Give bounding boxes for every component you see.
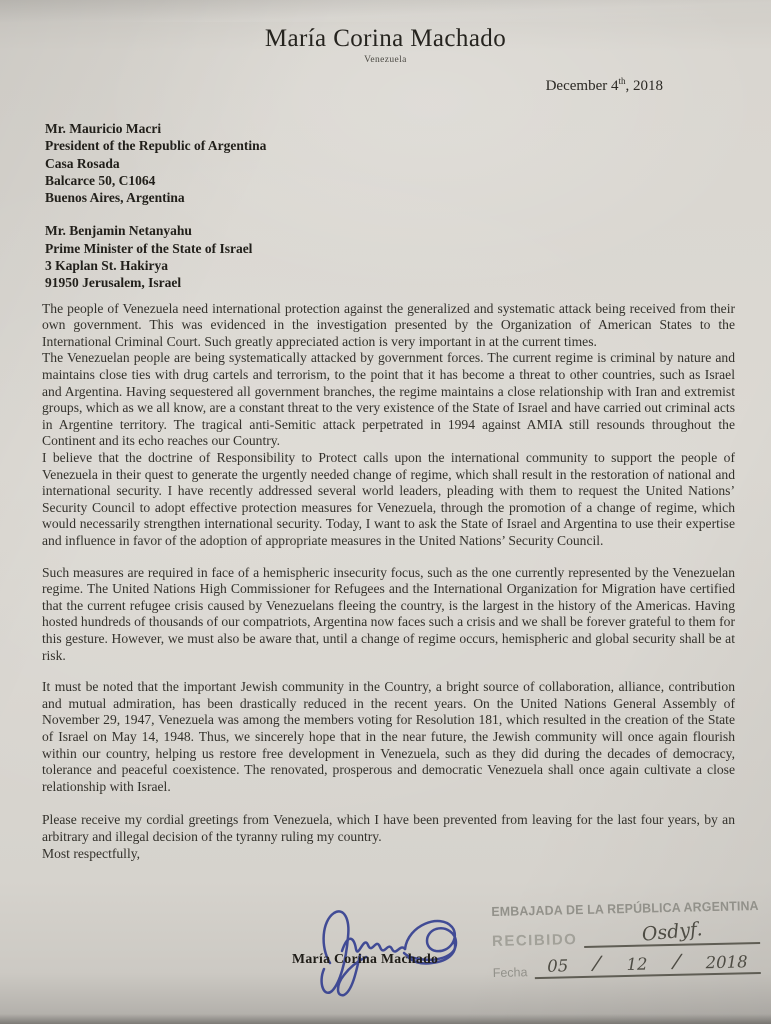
- recipient-block-macri: [45, 120, 771, 206]
- recipient-line: Mr. Benjamin Netanyahu: [45, 223, 192, 239]
- stamp-date-row: [492, 947, 761, 980]
- letterhead: [0, 0, 771, 65]
- date-main: December 4: [545, 78, 619, 94]
- stamp-received-label: RECIBIDO: [491, 931, 578, 951]
- recipient-line: 3 Kaplan St. Hakirya: [45, 258, 169, 274]
- body-paragraph: Please receive my cordial greetings from Venezuela, which I have been prevented from leaving for the last four years, by an arbitrary and illegal decision of the tyranny ruling my country.: [42, 812, 735, 844]
- signature-typed-name: María Corina Machado: [292, 951, 439, 966]
- stamp-received-value: Osdyf.: [640, 918, 704, 946]
- recipient-line: Prime Minister of the State of Israel: [45, 240, 253, 256]
- body-paragraph: Such measures are required in face of a hemispheric insecurity focus, such as the one currently represented by the Venezuelan regime. The United Nations High Commissioner for Refugees and the International Organization for Migration have certified that the current refugee crisis caused by Venezuelans fleeing the country, is the largest in the history of the Americas. Having hosted hundreds of thousands of our compatriots, Argentina now faces such a crisis and we shall be forever grateful to them for this gesture. However, we must also be aware that, until a change of regime occurs, hemispheric and global security shall be at risk.: [42, 564, 735, 663]
- embassy-stamp: [491, 898, 761, 980]
- stamp-date-month: 12: [626, 954, 648, 974]
- body-paragraph: I believe that the doctrine of Responsibility to Protect calls upon the international community to support the people of Venezuela in their quest to generate the urgently needed change of regime, which shall result in the restoration of national and international security. I have recently addressed several world leaders, pleading with them to request the United Nations’ Security Council to adopt effective protection measures for Venezuela, through the promotion of a change of regime, which would necessarily strengthen international security. Today, I want to ask the State of Israel and Argentina to use their expertise and influence in favor of the adoption of appropriate measures in the United Nations’ Security Council.: [42, 450, 735, 548]
- date-superscript: th: [618, 76, 626, 86]
- recipient-line: Buenos Aires, Argentina: [45, 190, 185, 206]
- valediction: Most respectfully,: [42, 846, 141, 862]
- recipient-line: Mr. Mauricio Macri: [45, 121, 162, 136]
- body-paragraph: It must be noted that the important Jewish community in the Country, a bright source of collaboration, alliance, contribution and mutual admiration, has been drastically reduced in the recent years. On the United Nations General Assembly of November 29, 1947, Venezuela was among the members voting for Resolution 181, which resulted in the creation of the State of Israel on May 14, 1948. Thus, we sincerely hope that in the near future, the Jewish community will once again flourish within our country, helping us restore free development in Venezuela, such as they did during the decades of democracy, tolerance and peaceful coexistence. The renovated, prosperous and democratic Venezuela shall once again cultivate a close relationship with Israel.: [42, 679, 735, 794]
- stamp-date-year: 2018: [705, 952, 748, 973]
- date-rest: , 2018: [625, 78, 663, 94]
- recipient-line: Casa Rosada: [45, 155, 120, 171]
- body-paragraph: The people of Venezuela need international protection against the generalized and systematic attack being received from their own government. This was evidenced in the investigation presented by the Organization of American States to the International Criminal Court. Such greatly appreciated action is very important in at the current times.: [42, 300, 735, 349]
- letterhead-subtitle: Venezuela: [364, 55, 407, 65]
- stamp-received-line: [584, 919, 760, 948]
- letter-body: [0, 301, 771, 863]
- stamp-title: EMBAJADA DE LA REPÚBLICA ARGENTINA: [491, 897, 759, 920]
- stamp-received-row: [492, 919, 760, 950]
- stamp-date-separator: /: [671, 948, 682, 974]
- letterhead-name: María Corina Machado: [264, 25, 507, 52]
- stamp-date-day: 05: [547, 956, 569, 976]
- body-paragraph: The Venezuelan people are being systematically attacked by government forces. The current regime is criminal by nature and maintains close ties with drug cartels and terrorism, to the point that it has become a threat to other countries, such as Israel and Argentina. Having sequestered all government branches, the regime maintains a close relationship with Iran and extremist groups, which as we all know, are a constant threat to the very existence of the State of Israel and have carried out criminal acts in Argentine territory. The tragical anti-Semitic attack perpetrated in 1994 against AMIA still resounds throughout the Continent and its echo reaches our Country.: [42, 350, 735, 449]
- date-line: [0, 76, 771, 95]
- recipient-line: Balcarce 50, C1064: [45, 172, 156, 188]
- recipient-line: President of the Republic of Argentina: [45, 138, 267, 154]
- stamp-date-line: [534, 947, 761, 979]
- recipient-line: 91950 Jerusalem, Israel: [45, 275, 182, 291]
- recipient-block-netanyahu: [45, 222, 771, 291]
- stamp-date-separator: /: [592, 950, 603, 975]
- stamp-date-label: Fecha: [492, 965, 528, 981]
